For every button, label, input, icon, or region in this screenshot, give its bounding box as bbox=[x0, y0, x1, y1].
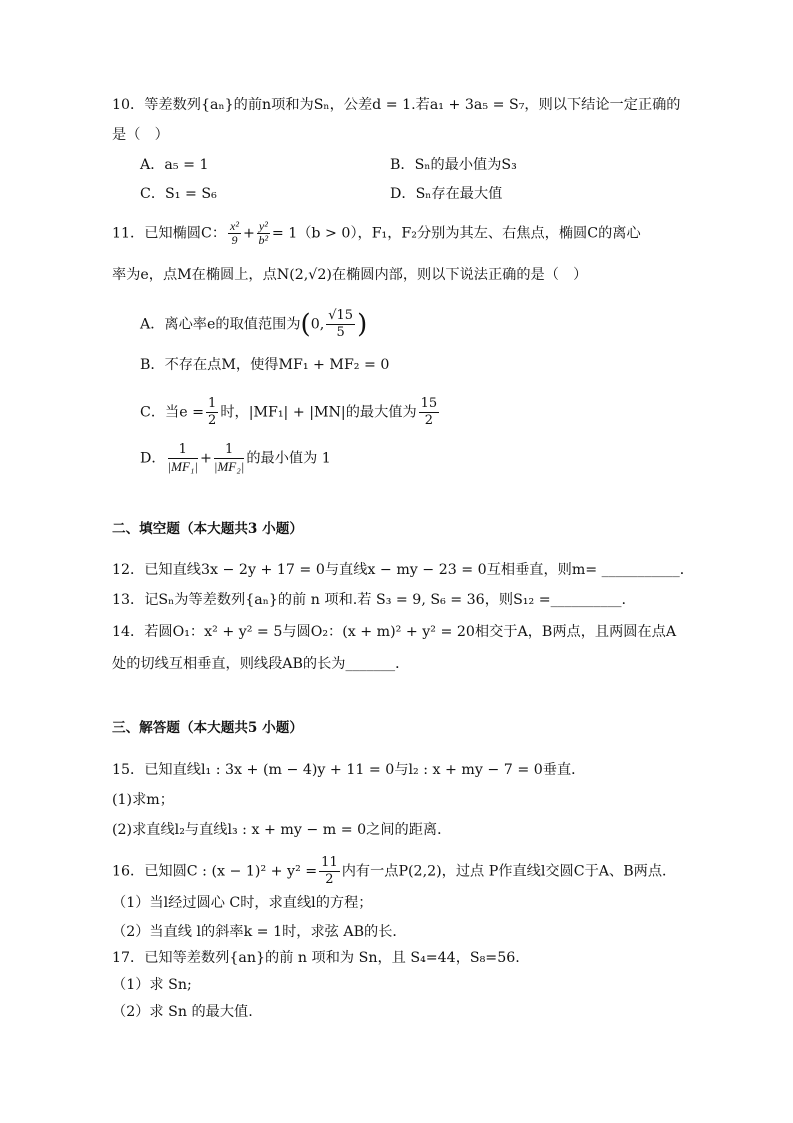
q17-part2: （2）求 Sn 的最大值. bbox=[112, 1004, 253, 1020]
q11-stem-line1 bbox=[112, 220, 641, 247]
q16-stem-post: 内有一点P(2,2)，过点 P作直线l交圆C于A、B两点． bbox=[341, 863, 677, 880]
q16-part2: （2）当直线 l的斜率k = 1时，求弦 AB的长． bbox=[112, 924, 407, 940]
section-answer-heading: 三、解答题（本大题共5 小题） bbox=[112, 720, 303, 736]
section-fill-in-heading: 二、填空题（本大题共3 小题） bbox=[112, 521, 303, 537]
q16-frac: $\frac{11}{2}$ bbox=[321, 855, 338, 887]
q11-option-b: B．不存在点M，使得MF₁ + MF₂ = 0 bbox=[140, 357, 390, 373]
q10-option-d: D．Sₙ存在最大值 bbox=[390, 186, 503, 202]
q11-stem-post: = 1（b > 0），F₁，F₂分别为其左、右焦点，椭圆C的离心 bbox=[271, 225, 641, 242]
q17-stem: 17．已知等差数列{an}的前 n 项和为 Sn，且 S₄=44，S₈=56. bbox=[112, 950, 520, 966]
q16-stem-pre: 16．已知圆C : (x − 1)² + y² = bbox=[112, 863, 318, 880]
q11-frac-y: $\frac{\text{y²}}{\text{b²}}$ bbox=[258, 219, 269, 247]
q11-stem-pre: 11．已知椭圆C： bbox=[112, 225, 227, 242]
q11-d-frac1: $\frac{1}{\text{|MF₁|}}$ bbox=[167, 442, 199, 474]
q11-option-c-pre: C．当e = bbox=[140, 404, 205, 421]
q10-option-b: B．Sₙ的最小值为S₃ bbox=[390, 157, 517, 173]
q10-option-c: C．S₁ = S₆ bbox=[140, 186, 217, 202]
q11-option-d bbox=[140, 442, 331, 475]
q11-option-c bbox=[140, 396, 441, 429]
q11-frac-x: $\frac{\text{x²}}{9}$ bbox=[230, 219, 239, 247]
q14-line1: 14．若圆O₁：x² + y² = 5与圆O₂：(x + m)² + y² = 20相交于A，B两点，且两圆在点A bbox=[112, 624, 677, 640]
q11-range-left: 0, bbox=[310, 316, 325, 333]
q11-option-a bbox=[140, 308, 367, 341]
q10-option-a: A．a₅ = 1 bbox=[140, 157, 209, 173]
q15-part1: (1)求m； bbox=[112, 792, 174, 808]
q11-c-frac-max: $\frac{15}{2}$ bbox=[420, 396, 438, 428]
q15-part2: (2)求直线l₂与直线l₃ : x + my − m = 0之间的距离． bbox=[112, 822, 452, 838]
q10-stem-line1: 10．等差数列{aₙ}的前n项和为Sₙ，公差d = 1.若a₁ + 3a₅ = S₇，则以下结论一定正确的 bbox=[112, 97, 681, 113]
q11-d-plus: + bbox=[200, 450, 212, 467]
q16-stem bbox=[112, 855, 676, 888]
q11-option-d-pre: D． bbox=[140, 450, 166, 467]
q14-line2: 处的切线互相垂直，则线段AB的长为_______． bbox=[112, 656, 410, 672]
q11-option-d-post: 的最小值为 1 bbox=[246, 450, 331, 467]
q11-option-a-label: A．离心率e的取值范围为 bbox=[140, 316, 301, 333]
q13: 13．记Sₙ为等差数列{aₙ}的前 n 项和.若 S₃ = 9, S₆ = 36，则S₁₂ =__________. bbox=[112, 592, 627, 608]
q11-c-frac-half: $\frac{1}{2}$ bbox=[208, 396, 217, 428]
q16-part1: （1）当l经过圆心 C时，求直线l的方程； bbox=[112, 895, 373, 911]
q11-option-c-mid: 时，|MF₁| + |MN|的最大值为 bbox=[220, 404, 417, 421]
q11-range-frac: $\frac{√15}{5}$ bbox=[328, 308, 354, 340]
q11-d-frac2: $\frac{1}{\text{|MF₂|}}$ bbox=[213, 442, 245, 474]
q12: 12．已知直线3x − 2y + 17 = 0与直线x − my − 23 = 0互相垂直，则m= ___________． bbox=[112, 562, 694, 578]
q10-stem-line2: 是（ ） bbox=[112, 127, 169, 143]
q11-stem-line2: 率为e，点M在椭圆上，点N(2,√2)在椭圆内部，则以下说法正确的是（ ） bbox=[112, 267, 588, 283]
q11-plus: + bbox=[242, 225, 255, 242]
q11-range-open: ( bbox=[300, 309, 311, 340]
q17-part1: （1）求 Sn; bbox=[112, 977, 192, 993]
q15-stem: 15．已知直线l₁ : 3x + (m − 4)y + 11 = 0与l₂ : x + my − 7 = 0垂直． bbox=[112, 762, 586, 778]
q11-range-close: ) bbox=[357, 309, 368, 340]
